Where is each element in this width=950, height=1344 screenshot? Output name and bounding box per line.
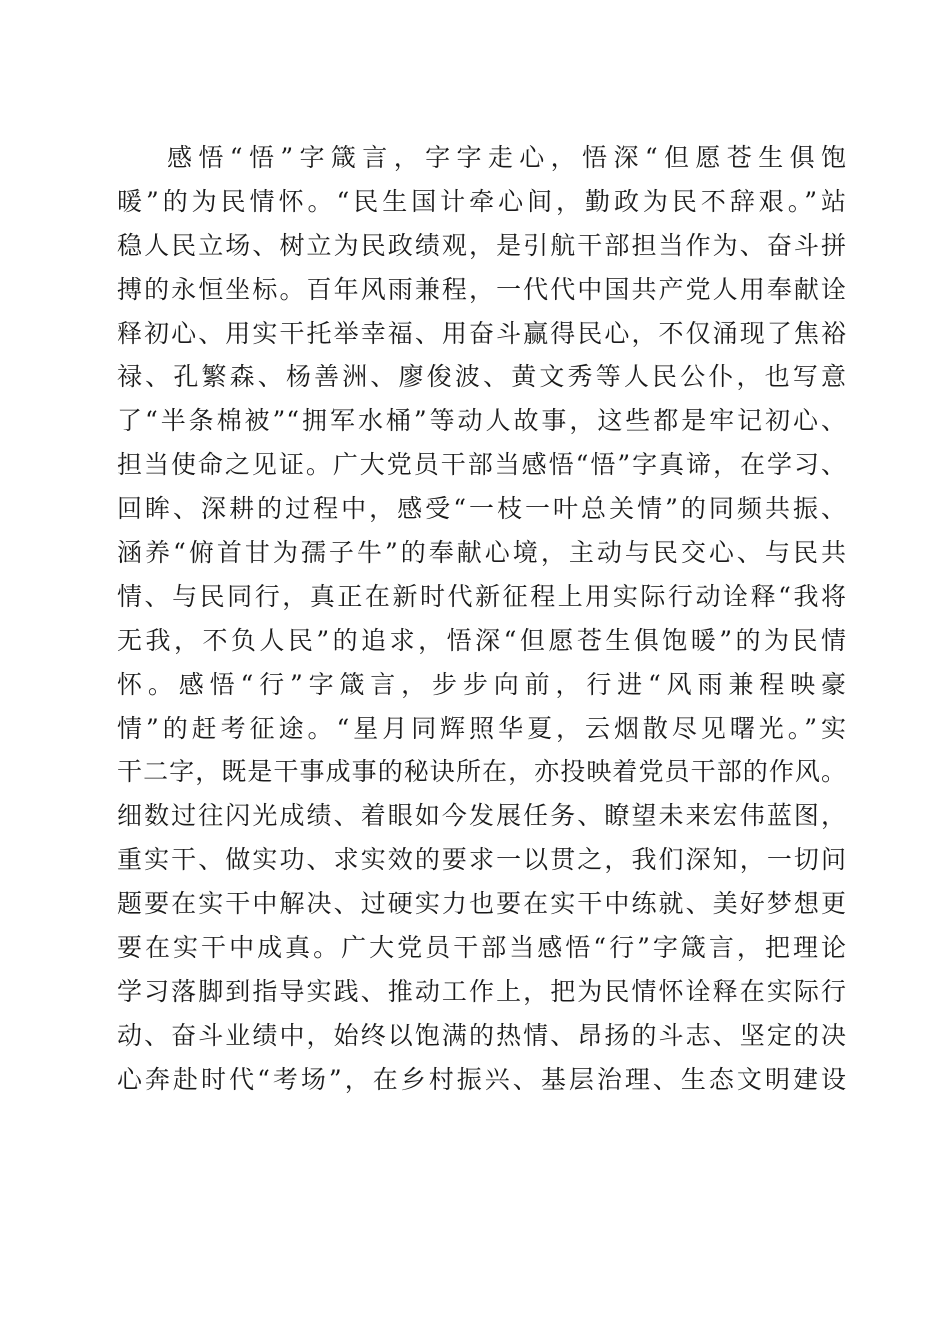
- text-line: 情”的赶考征途。“星月同辉照华夏，云烟散尽见曙光。”实: [117, 713, 847, 743]
- text-line: 情、与民同行，真正在新时代新征程上用实际行动诠释“我将: [117, 581, 847, 611]
- text-line: 重实干、做实功、求实效的要求一以贯之，我们深知，一切问: [117, 845, 847, 875]
- body-paragraph: [117, 136, 847, 1102]
- text-line: 学习落脚到指导实践、推动工作上，把为民情怀诠释在实际行: [117, 976, 847, 1006]
- text-line: 心奔赴时代“考场”，在乡村振兴、基层治理、生态文明建设: [117, 1064, 847, 1094]
- text-line: 怀。感悟“行”字箴言，步步向前，行进“风雨兼程映豪: [117, 669, 847, 699]
- text-line: 无我，不负人民”的追求，悟深“但愿苍生俱饱暖”的为民情: [117, 625, 847, 655]
- text-line: 题要在实干中解决、过硬实力也要在实干中练就、美好梦想更: [117, 889, 847, 919]
- text-line: 要在实干中成真。广大党员干部当感悟“行”字箴言，把理论: [117, 933, 847, 963]
- text-line: 干二字，既是干事成事的秘诀所在，亦投映着党员干部的作风。: [117, 757, 847, 787]
- text-line: 禄、孔繁森、杨善洲、廖俊波、黄文秀等人民公仆，也写意: [117, 362, 847, 392]
- text-line: 感悟“悟”字箴言，字字走心，悟深“但愿苍生俱饱: [167, 143, 847, 172]
- text-line: 涵养“俯首甘为孺子牛”的奉献心境，主动与民交心、与民共: [117, 538, 847, 568]
- text-line: 搏的永恒坐标。百年风雨兼程，一代代中国共产党人用奉献诠: [117, 274, 847, 304]
- text-line: 担当使命之见证。广大党员干部当感悟“悟”字真谛，在学习、: [117, 450, 847, 480]
- text-line: 了“半条棉被”“拥军水桶”等动人故事，这些都是牢记初心、: [117, 406, 847, 436]
- text-line: 动、奋斗业绩中，始终以饱满的热情、昂扬的斗志、坚定的决: [117, 1020, 847, 1050]
- text-line: 暖”的为民情怀。“民生国计牵心间，勤政为民不辞艰。”站: [117, 186, 847, 216]
- text-line: 回眸、深耕的过程中，感受“一枝一叶总关情”的同频共振、: [117, 494, 847, 524]
- text-line: 释初心、用实干托举幸福、用奋斗赢得民心，不仅涌现了焦裕: [117, 318, 847, 348]
- text-line: 细数过往闪光成绩、着眼如今发展任务、瞭望未来宏伟蓝图，: [117, 801, 847, 831]
- text-line: 稳人民立场、树立为民政绩观，是引航干部担当作为、奋斗拼: [117, 230, 847, 260]
